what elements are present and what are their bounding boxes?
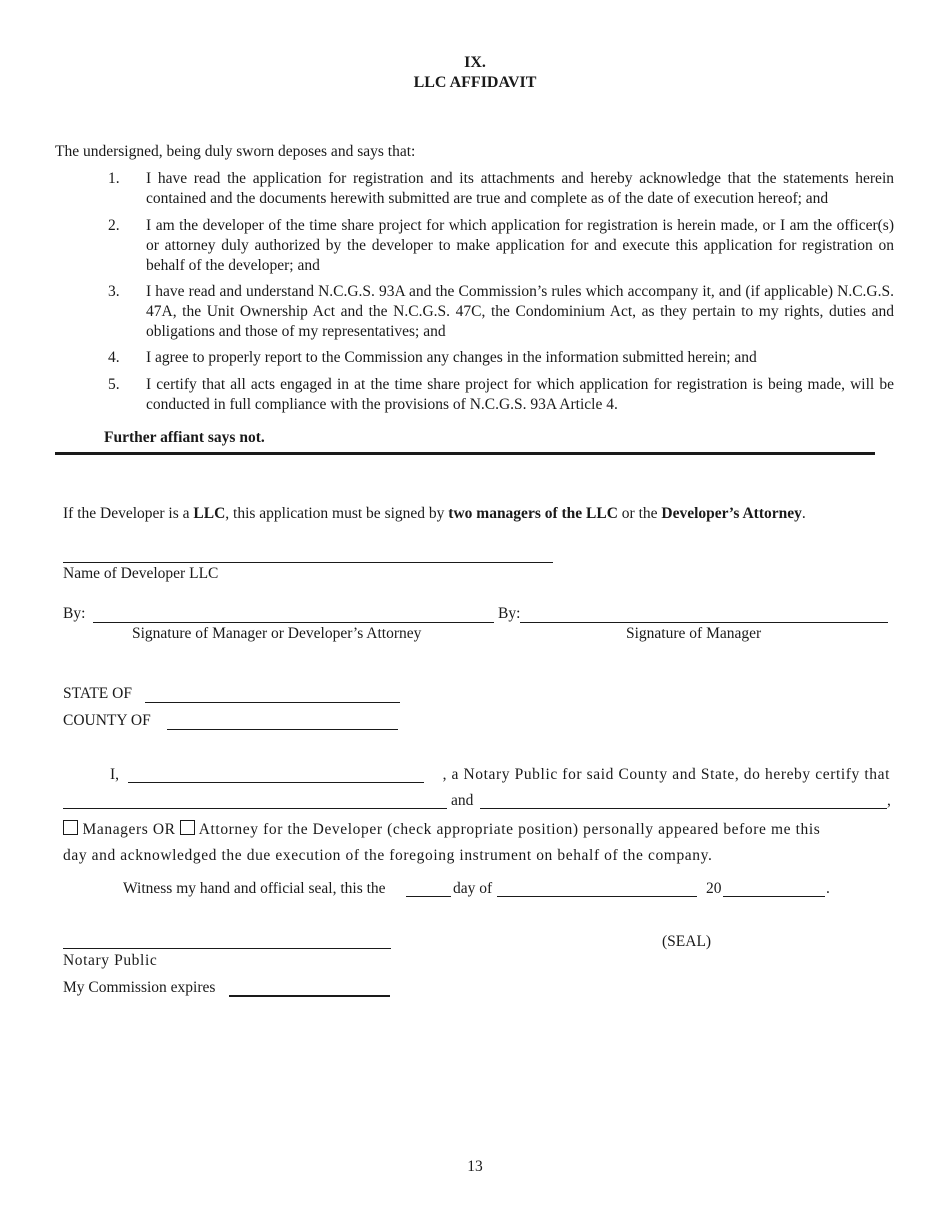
commission-expiry-field[interactable] <box>229 995 390 997</box>
section-divider <box>55 452 875 455</box>
llc-emphasis: LLC <box>193 505 226 522</box>
item-text: I am the developer of the time share project for which application for registration is herein made, or I am the officer(s) or attorney duly authorized by the developer to make application for and execute this application for registration on behalf of the developer; and <box>146 217 894 274</box>
attorney-label: Attorney for the Developer (check appropriate position) personally appeared before me this <box>198 821 821 838</box>
signing-instruction <box>63 505 806 523</box>
position-line <box>63 820 820 839</box>
county-label: COUNTY OF <box>63 712 151 729</box>
developer-name-line[interactable] <box>63 562 553 563</box>
state-field[interactable] <box>145 702 400 703</box>
year-prefix: 20 <box>706 880 722 897</box>
developer-name-label: Name of Developer LLC <box>63 565 219 582</box>
list-item <box>108 282 894 342</box>
item-number: 4. <box>108 349 120 366</box>
manager-name-field-1[interactable] <box>63 808 447 809</box>
notary-certify-text: , a Notary Public for said County and State, do hereby certify that <box>442 766 890 783</box>
item-text: I certify that all acts engaged in at the time share project for which application for registration is being made, will be conducted in full compliance with the provisions of N.C.G.S. 93A Article 4. <box>146 376 894 413</box>
item-number: 5. <box>108 376 120 393</box>
comma-text: , <box>887 792 891 809</box>
witness-year-field[interactable] <box>723 896 825 897</box>
instruction-text: . <box>801 505 806 522</box>
and-text: and <box>451 792 474 809</box>
by-label-1: By: <box>63 605 86 622</box>
page-number: 13 <box>467 1158 483 1175</box>
day-of-text: day of <box>453 880 493 897</box>
commission-label: My Commission expires <box>63 979 216 996</box>
signature-1-label: Signature of Manager or Developer’s Attorney <box>132 625 422 642</box>
signature-2-label: Signature of Manager <box>626 625 762 642</box>
page-title: LLC AFFIDAVIT <box>413 74 537 91</box>
item-text: I have read and understand N.C.G.S. 93A and the Commission’s rules which accompany it, and (if applicable) N.C.G.S. 47A, the Unit Ownership Act and the N.C.G.S. 47C, the Condominium Act, as they pertain to my rights, duties and obligations and those of my representatives; and <box>146 283 894 340</box>
witness-period: . <box>826 880 830 897</box>
witness-text: Witness my hand and official seal, this the <box>123 880 386 897</box>
managers-label: Managers OR <box>82 821 176 838</box>
witness-day-field[interactable] <box>406 896 451 897</box>
managers-checkbox[interactable] <box>63 820 78 835</box>
county-field[interactable] <box>167 729 398 730</box>
notary-name-field[interactable] <box>128 782 424 783</box>
by-label-2: By: <box>498 605 521 622</box>
item-number: 3. <box>108 283 120 300</box>
managers-emphasis: two managers of the LLC <box>448 505 618 522</box>
notary-signature-line[interactable] <box>63 948 391 949</box>
item-text: I agree to properly report to the Commission any changes in the information submitted herein; and <box>146 349 757 366</box>
manager-name-field-2[interactable] <box>480 808 887 809</box>
notary-i: I, <box>110 766 120 783</box>
manager-signature-line-1[interactable] <box>93 622 494 623</box>
acknowledgement-text: day and acknowledged the due execution of the foregoing instrument on behalf of the company. <box>63 847 713 864</box>
instruction-text: If the Developer is a <box>63 505 194 522</box>
attorney-checkbox[interactable] <box>180 820 195 835</box>
manager-signature-line-2[interactable] <box>520 622 888 623</box>
list-item <box>108 216 894 276</box>
state-label: STATE OF <box>63 685 132 702</box>
list-item <box>108 169 894 209</box>
intro-text: The undersigned, being duly sworn deposes and says that: <box>55 143 416 160</box>
instruction-text: or the <box>617 505 662 522</box>
item-number: 2. <box>108 217 120 234</box>
section-number: IX. <box>464 54 486 71</box>
item-text: I have read the application for registration and its attachments and hereby acknowledge that the statements herein contained and the documents herewith submitted are true and complete as of the date of execution hereof; and <box>146 170 894 207</box>
attorney-emphasis: Developer’s Attorney <box>661 505 802 522</box>
further-affiant-text: Further affiant says not. <box>104 429 265 446</box>
notary-public-label: Notary Public <box>63 952 158 969</box>
instruction-text: , this application must be signed by <box>225 505 449 522</box>
item-number: 1. <box>108 170 120 187</box>
seal-label: (SEAL) <box>662 933 712 950</box>
list-item <box>108 375 894 415</box>
witness-month-field[interactable] <box>497 896 697 897</box>
list-item <box>108 348 894 368</box>
